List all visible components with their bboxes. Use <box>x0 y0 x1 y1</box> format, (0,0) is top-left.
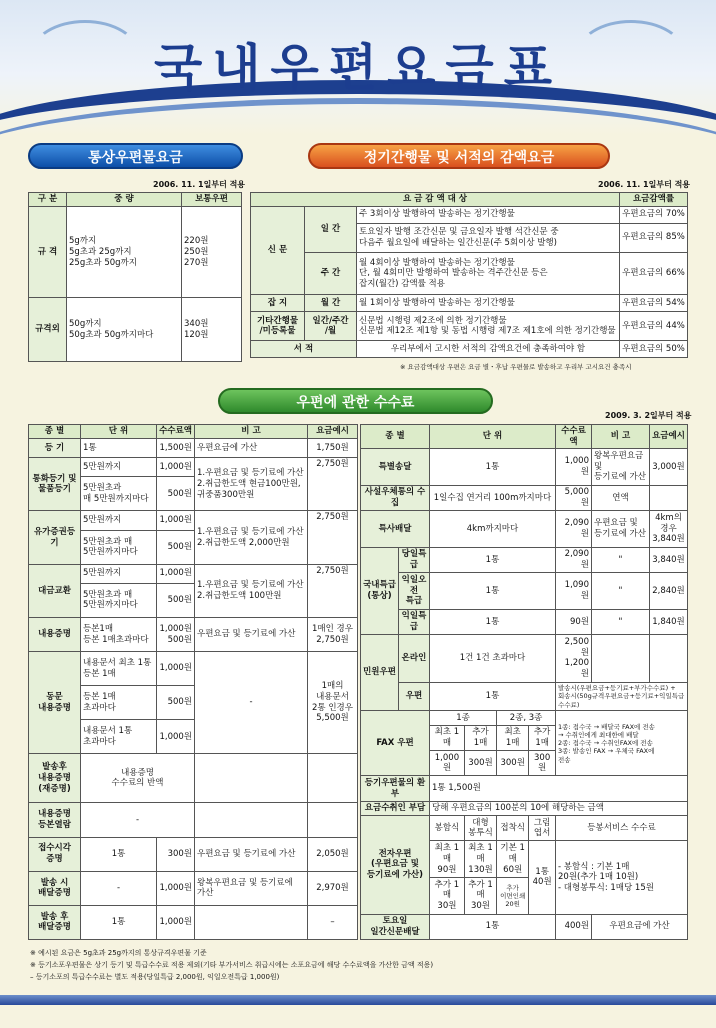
table-cell: 월 1회이상 발행하여 발송하는 정기간행물 <box>357 295 620 312</box>
table-cell: 기본 1매 60원 <box>497 841 529 878</box>
table-cell: 2,050원 <box>308 837 358 871</box>
periodical-heading: 정기간행물 및 서적의 감액요금 <box>308 143 610 169</box>
table-cell: 기타간행물 /미등록물 <box>251 311 305 340</box>
table-cell <box>650 635 688 683</box>
table-cell: 1,000원 <box>157 511 195 530</box>
table-cell: 2,090원 <box>556 511 592 548</box>
table-cell <box>308 754 358 803</box>
table-cell: 우편요금의 54% <box>620 295 688 312</box>
table-header-cell: 비 고 <box>592 425 650 449</box>
table-cell: 1통 <box>429 573 555 610</box>
table-cell: 우편요금 및 등기료에 가산 <box>195 837 308 871</box>
table-cell: 등기우편물의 환부 <box>361 776 430 801</box>
table-header-cell: 구 분 <box>29 193 67 207</box>
table-cell: 우편요금의 85% <box>620 223 688 252</box>
table-cell: - 봉함식 : 기본 1매 20원(추가 1매 10원) - 대형봉투식: 1매당 15원 <box>556 841 688 914</box>
periodical-table <box>250 192 688 358</box>
table-cell: - <box>81 871 157 905</box>
table-cell: 등본 1매 초과마다 <box>81 686 157 720</box>
table-cell: 1통 40원 <box>529 841 556 914</box>
table-cell: 신 문 <box>251 207 305 295</box>
table-cell: 당해 우편요금의 100분의 10에 해당하는 금액 <box>429 801 687 815</box>
normal-mail-heading: 통상우편물요금 <box>28 143 243 169</box>
table-header-cell: 요 금 감 액 대 상 <box>251 193 620 207</box>
table-cell: 봉함식 <box>429 816 464 841</box>
table-cell: 5만원까지 <box>81 458 157 477</box>
table-cell: 발송 시 배달증명 <box>29 871 81 905</box>
footnote-1: ※ 예시된 요금은 5g초과 25g까지의 통상규격우편물 기준 <box>30 949 207 957</box>
table-cell <box>308 803 358 837</box>
table-cell: 우리부에서 고시한 서적의 감액요건에 충족하여야 함 <box>357 341 620 358</box>
fees-heading: 우편에 관한 수수료 <box>218 388 493 414</box>
table-cell: 5만원까지 <box>81 564 157 583</box>
table-cell: 1일수집 연거리 100m까지마다 <box>429 485 555 510</box>
table-cell: 서 적 <box>251 341 357 358</box>
periodical-note: ※ 요금감액대상 우편은 요금 별・후납 우편물로 발송하고 우리부 고시요건 충족시 <box>400 363 632 371</box>
table-cell: 추가 1매 30원 <box>429 877 464 914</box>
table-cell: 2종, 3종 <box>497 711 556 725</box>
table-cell: 1,500원 <box>157 439 195 458</box>
table-cell: 요금수취인 부담 <box>361 801 430 815</box>
table-cell: 전자우편 (우편요금 및 등기료에 가산) <box>361 816 430 914</box>
table-cell: 3,000원 <box>650 449 688 486</box>
table-cell: - <box>81 803 195 837</box>
table-cell: 최초 1매 <box>429 725 464 750</box>
table-cell: 익일특급 <box>399 609 430 634</box>
table-cell: 대금교환 <box>29 564 81 617</box>
table-cell <box>195 803 308 837</box>
table-cell: 추가 1매 <box>464 725 496 750</box>
table-cell: " <box>592 573 650 610</box>
page-title: 국내우편요금표 <box>153 39 563 97</box>
table-cell: 토요일 일간신문배달 <box>361 914 430 940</box>
table-cell: 4km까지마다 <box>429 511 555 548</box>
table-cell: 1.우편요금 및 등기료에 가산 2.취급한도액 2,000만원 <box>195 511 308 564</box>
table-cell: 우편요금의 44% <box>620 311 688 340</box>
table-cell: 1,000원 <box>429 751 464 776</box>
table-cell: 우편요금의 50% <box>620 341 688 358</box>
table-cell: 1,000원 500원 <box>157 617 195 651</box>
table-cell: 사설우체통의 수집 <box>361 485 430 510</box>
table-cell: 주 간 <box>305 253 357 295</box>
table-cell: 1통 <box>81 837 157 871</box>
table-cell: 1통 <box>429 547 555 572</box>
table-cell: 내용문서 1통 초과마다 <box>81 720 157 754</box>
table-cell: 5만원초과 매 5만원까지마다 <box>81 583 157 617</box>
table-cell: 등 기 <box>29 439 81 458</box>
table-cell: 1.우편요금 및 등기료에 가산 2.취급한도액 100만원 <box>195 564 308 617</box>
table-cell: 1통 <box>81 439 157 458</box>
table-cell: 4km의 경우 3,840원 <box>650 511 688 548</box>
table-cell: 익일오전 특급 <box>399 573 430 610</box>
table-cell: 월 간 <box>305 295 357 312</box>
table-cell: 5만원초과 매 5만원까지마다 <box>81 477 157 511</box>
table-cell <box>195 754 308 803</box>
table-header-cell: 수수료액 <box>157 425 195 439</box>
table-cell: 1.우편요금 및 등기료에 가산 2.취급한도액 현금100만원, 귀중품300만원 <box>195 458 308 511</box>
table-cell: 5,000원 <box>556 485 592 510</box>
table-cell: 대형 봉투식 <box>464 816 496 841</box>
table-cell: 50g까지 50g초과 50g까지마다 <box>67 298 182 362</box>
table-cell: 2,750원 <box>308 511 358 564</box>
footnote-2: ※ 등기소포우편물은 상기 등기 및 특급수수료 적용 제외(기타 부가서비스 취급시에는 소포요금에 해당 수수료액을 가산한 금액 적용) <box>30 961 434 969</box>
table-header-cell: 요금예시 <box>308 425 358 439</box>
table-cell: 2,840원 <box>650 573 688 610</box>
table-cell: 발송후 내용증명 (재증명) <box>29 754 81 803</box>
table-cell: 1,000원 <box>157 905 195 939</box>
table-cell: 발송시(우편요금+등기료+부가수수료) + 회송시(50g규격우편요금+등기료+익일특급수수료) <box>556 682 688 711</box>
periodical-date: 2006. 11. 1일부터 적용 <box>598 180 691 189</box>
table-cell: " <box>592 547 650 572</box>
table-cell: 특별송달 <box>361 449 430 486</box>
table-cell: 2,090원 <box>556 547 592 572</box>
table-cell: 월 4회이상 발행하여 발송하는 정기간행물 단, 월 4회미만 발행하여 발송하는 격주간신문 등은 잡지(월간) 감액률 적용 <box>357 253 620 295</box>
table-cell: 온라인 <box>399 635 430 683</box>
table-header-cell: 중 량 <box>67 193 182 207</box>
table-cell: 당일특급 <box>399 547 430 572</box>
table-cell: 왕복우편요금 및 등기료에 가산 <box>592 449 650 486</box>
table-cell: 특사배달 <box>361 511 430 548</box>
header-banner <box>0 0 716 135</box>
table-cell: 왕복우편요금 및 등기료에 가산 <box>195 871 308 905</box>
table-cell: 220원 250원 270원 <box>182 207 242 298</box>
table-cell: 추가 1매 30원 <box>464 877 496 914</box>
table-header-cell: 단 위 <box>81 425 157 439</box>
table-cell: 유가증권등기 <box>29 511 81 564</box>
table-cell: 접착식 <box>497 816 529 841</box>
table-cell: – <box>308 905 358 939</box>
table-cell: 5만원까지 <box>81 511 157 530</box>
table-header-cell: 단 위 <box>429 425 555 449</box>
table-cell: 주 3회이상 발행하여 발송하는 정기간행물 <box>357 207 620 224</box>
table-cell: 내용증명 등본열람 <box>29 803 81 837</box>
table-cell: 등봉서비스 수수료 <box>556 816 688 841</box>
table-cell: 1종: 접수국 → 배달국 FAX에 전송 → 수취인에게 최대한에 배달 2종: 접수국 → 수취인FAX에 전송 3종: 발송인 FAX → 우체국 FAX에 전송 <box>556 711 688 776</box>
table-cell: 1,000원 <box>157 458 195 477</box>
table-cell: 1통 <box>81 905 157 939</box>
table-cell: 신문법 시행령 제2조에 의한 정기간행물 신문법 제12조 제1항 및 동법 시행령 제7조 제1호에 의한 정기간행물 <box>357 311 620 340</box>
table-cell: 1,000원 <box>157 652 195 686</box>
table-cell: 1,000원 <box>157 720 195 754</box>
table-cell: 5g까지 5g초과 25g까지 25g초과 50g까지 <box>67 207 182 298</box>
table-cell: 500원 <box>157 583 195 617</box>
table-cell: 우편요금의 70% <box>620 207 688 224</box>
table-cell: 340원 120원 <box>182 298 242 362</box>
table-cell: 2,750원 <box>308 458 358 511</box>
table-cell: - <box>195 652 308 754</box>
table-cell: 1매인 경우 2,750원 <box>308 617 358 651</box>
table-cell: 우편요금에 가산 <box>592 914 688 940</box>
table-cell: 우편요금의 66% <box>620 253 688 295</box>
table-cell: 300원 <box>529 751 556 776</box>
table-cell: 일간/주간 /월 <box>305 311 357 340</box>
table-cell: 1통 <box>429 449 555 486</box>
table-cell: 500원 <box>157 530 195 564</box>
table-cell: 민원우편 <box>361 635 399 711</box>
table-cell: 1,090원 <box>556 573 592 610</box>
table-cell: FAX 우편 <box>361 711 430 776</box>
table-cell: 연액 <box>592 485 650 510</box>
table-cell: 통화등기 및 물품등기 <box>29 458 81 511</box>
footnote-3: – 등기소포의 특급수수료는 별도 적용(당일특급 2,000원, 익일오전특급 1,000원) <box>30 973 280 981</box>
table-cell: 1,000원 <box>157 564 195 583</box>
table-cell: 우편요금 및 등기료에 가산 <box>592 511 650 548</box>
table-cell: 5만원초과 매 5만원까지마다 <box>81 530 157 564</box>
table-header-cell: 종 별 <box>361 425 430 449</box>
table-cell: 1,000원 <box>157 871 195 905</box>
table-cell: 최초 1매 90원 <box>429 841 464 878</box>
table-cell <box>650 485 688 510</box>
table-cell: 2,970원 <box>308 871 358 905</box>
table-cell: 400원 <box>556 914 592 940</box>
table-cell: 1매의 내용문서 2통 인경우 5,500원 <box>308 652 358 754</box>
normal-mail-table <box>28 192 242 362</box>
table-cell: 1건 1건 초과마다 <box>429 635 555 683</box>
table-cell: 국내특급 (통상) <box>361 547 399 634</box>
table-cell <box>195 905 308 939</box>
table-cell: 300원 <box>497 751 529 776</box>
table-header-cell: 종 별 <box>29 425 81 439</box>
table-header-cell: 수수료액 <box>556 425 592 449</box>
table-cell: 접수시각 증명 <box>29 837 81 871</box>
table-cell: 추가 이면인쇄 20원 <box>497 877 529 914</box>
table-cell: 일 간 <box>305 207 357 253</box>
table-cell: 1,750원 <box>308 439 358 458</box>
table-cell: 1통 <box>429 682 555 711</box>
table-cell <box>592 635 650 683</box>
table-cell: 1,840원 <box>650 609 688 634</box>
table-cell: 500원 <box>157 477 195 511</box>
table-cell: 1종 <box>429 711 496 725</box>
table-cell: 우편 <box>399 682 430 711</box>
table-cell: 2,750원 <box>308 564 358 617</box>
table-cell: 1통 <box>429 609 555 634</box>
table-cell: 우편요금에 가산 <box>195 439 308 458</box>
fees-date: 2009. 3. 2일부터 적용 <box>605 411 692 420</box>
table-cell: 1통 <box>429 914 555 940</box>
table-cell: 최초 1매 <box>497 725 529 750</box>
table-cell: 잡 지 <box>251 295 305 312</box>
table-cell: 300원 <box>157 837 195 871</box>
table-header-cell: 보통우편 <box>182 193 242 207</box>
table-cell: 1통 1,500원 <box>429 776 687 801</box>
right-fees-table <box>360 424 688 940</box>
table-cell: 추가 1매 <box>529 725 556 750</box>
table-cell: 규 격 <box>29 207 67 298</box>
table-cell: 90원 <box>556 609 592 634</box>
left-fees-table <box>28 424 358 940</box>
table-cell: 300원 <box>464 751 496 776</box>
table-cell: 동문 내용증명 <box>29 652 81 754</box>
table-cell: 우편요금 및 등기료에 가산 <box>195 617 308 651</box>
table-cell: 그림 엽서 <box>529 816 556 841</box>
table-cell: 내용증명 <box>29 617 81 651</box>
table-cell: 3,840원 <box>650 547 688 572</box>
table-cell: 등본1매 등본 1매초과마다 <box>81 617 157 651</box>
table-cell: 내용문서 최초 1통 등본 1매 <box>81 652 157 686</box>
normal-date: 2006. 11. 1일부터 적용 <box>153 180 246 189</box>
table-cell: 규격외 <box>29 298 67 362</box>
bottom-band <box>0 995 716 1005</box>
table-cell: 1,000원 <box>556 449 592 486</box>
table-cell: 2,500원 1,200원 <box>556 635 592 683</box>
table-cell: " <box>592 609 650 634</box>
table-cell: 최초 1매 130원 <box>464 841 496 878</box>
table-cell: 발송 후 배달증명 <box>29 905 81 939</box>
table-cell: 토요일자 발행 조간신문 및 금요일자 발행 석간신문 중 다음주 월요일에 배달하는 일간신문(주 5회이상 발행) <box>357 223 620 252</box>
table-cell: 500원 <box>157 686 195 720</box>
table-header-cell: 비 고 <box>195 425 308 439</box>
table-header-cell: 요금감액률 <box>620 193 688 207</box>
table-header-cell: 요금예시 <box>650 425 688 449</box>
table-cell: 내용증명 수수료의 반액 <box>81 754 195 803</box>
